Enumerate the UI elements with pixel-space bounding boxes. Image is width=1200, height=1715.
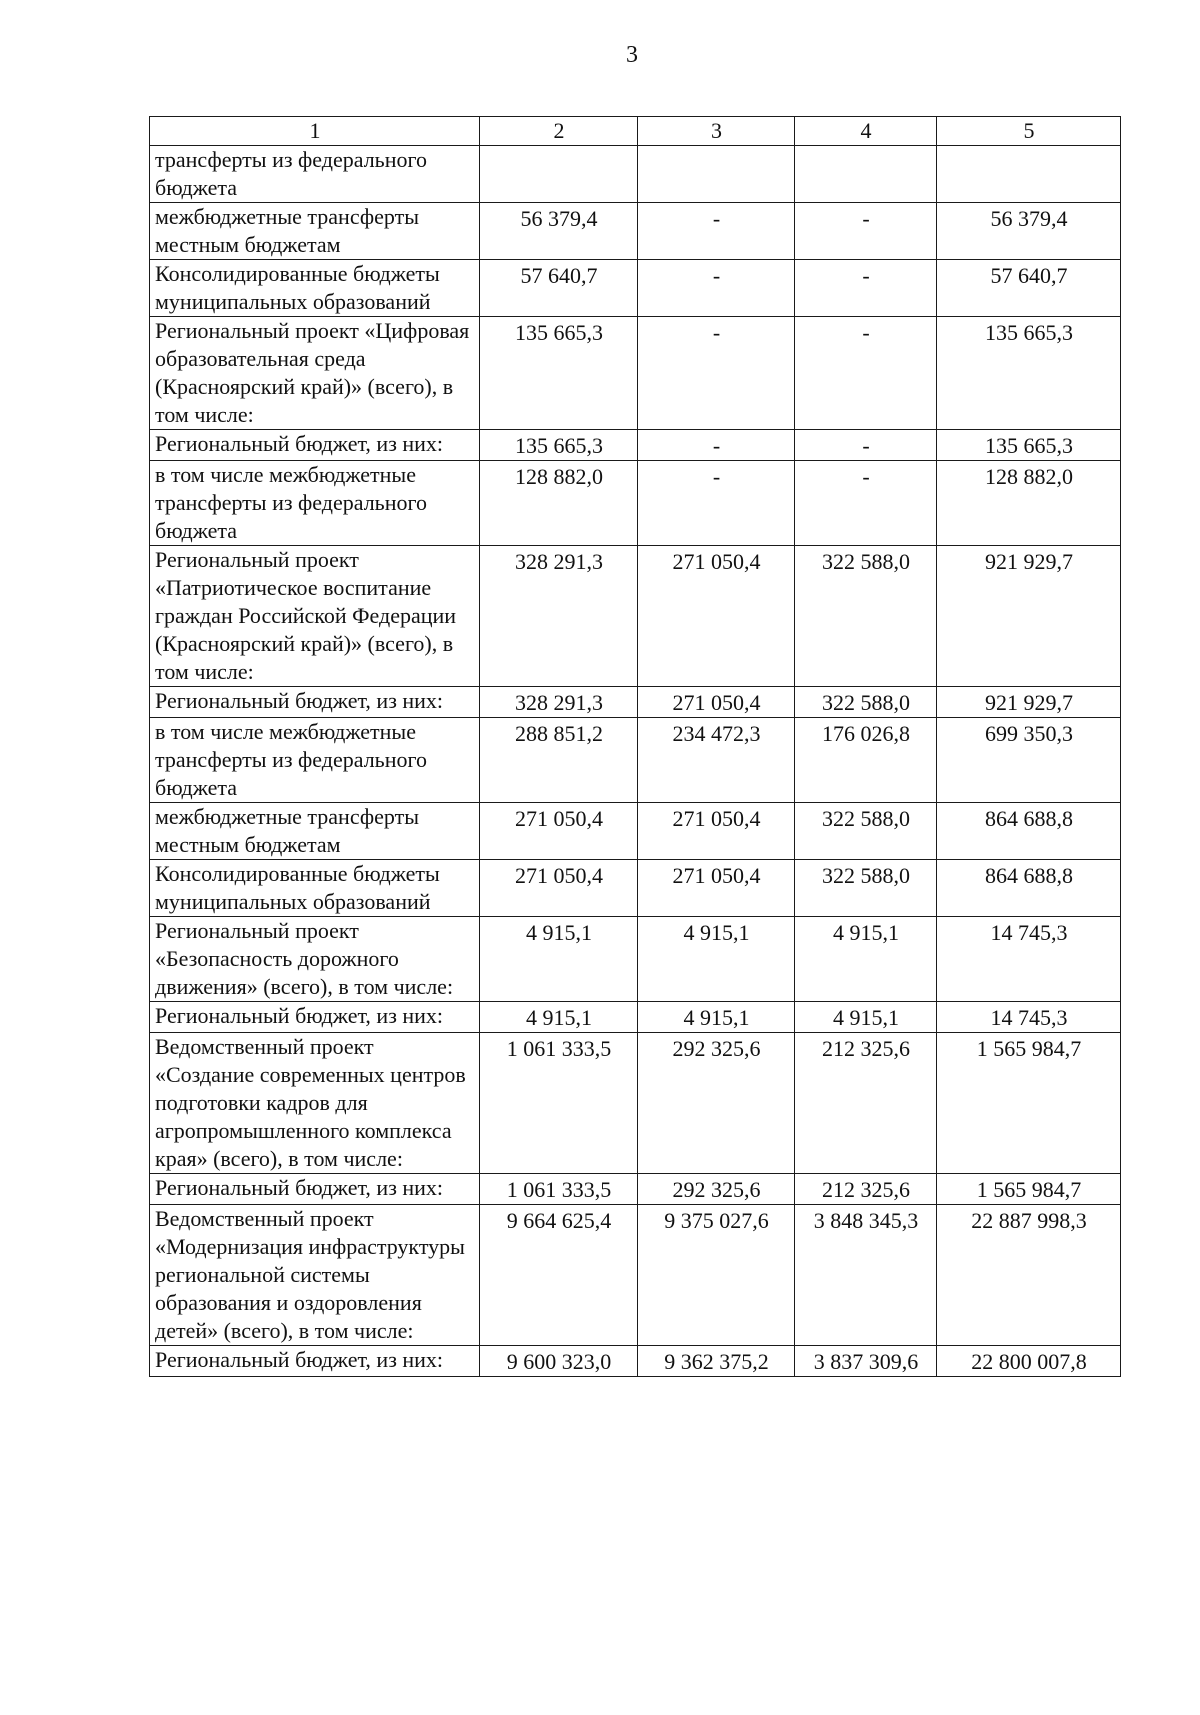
value-cell [480, 146, 638, 203]
table-row [150, 1033, 1121, 1174]
value-cell: 322 588,0 [795, 687, 937, 718]
value-cell: 135 665,3 [480, 430, 638, 461]
column-header: 5 [937, 117, 1121, 146]
value-cell: 921 929,7 [937, 546, 1121, 687]
value-cell: 14 745,3 [937, 917, 1121, 1002]
value-cell: - [638, 260, 795, 317]
value-cell: 4 915,1 [480, 917, 638, 1002]
value-cell: 22 887 998,3 [937, 1205, 1121, 1346]
row-label: Региональный бюджет, из них: [150, 430, 480, 461]
value-cell: 135 665,3 [937, 430, 1121, 461]
column-header: 4 [795, 117, 937, 146]
value-cell: 135 665,3 [480, 317, 638, 430]
value-cell: 271 050,4 [480, 860, 638, 917]
value-cell [937, 146, 1121, 203]
row-label: трансферты из федерального бюджета [150, 146, 480, 203]
value-cell: 271 050,4 [638, 687, 795, 718]
value-cell: 322 588,0 [795, 546, 937, 687]
value-cell: - [795, 260, 937, 317]
column-header: 1 [150, 117, 480, 146]
table-row [150, 461, 1121, 546]
value-cell: 4 915,1 [795, 917, 937, 1002]
value-cell: 328 291,3 [480, 687, 638, 718]
value-cell: 3 837 309,6 [795, 1346, 937, 1377]
value-cell: 135 665,3 [937, 317, 1121, 430]
row-label: в том числе межбюджетные трансферты из федерального бюджета [150, 718, 480, 803]
value-cell: 128 882,0 [937, 461, 1121, 546]
row-label: Региональный проект «Патриотическое воспитание граждан Российской Федерации (Красноярский край)» (всего), в том числе: [150, 546, 480, 687]
value-cell: 271 050,4 [638, 860, 795, 917]
value-cell: 864 688,8 [937, 803, 1121, 860]
row-label: Региональный проект «Цифровая образовательная среда (Красноярский край)» (всего), в том числе: [150, 317, 480, 430]
value-cell: 9 375 027,6 [638, 1205, 795, 1346]
value-cell: 864 688,8 [937, 860, 1121, 917]
table-row [150, 317, 1121, 430]
row-label: Ведомственный проект «Создание современных центров подготовки кадров для агропромышленного комплекса края» (всего), в том числе: [150, 1033, 480, 1174]
budget-table [149, 116, 1121, 1377]
table-header-row [150, 117, 1121, 146]
table-row [150, 917, 1121, 1002]
row-label: Консолидированные бюджеты муниципальных образований [150, 260, 480, 317]
value-cell: 1 565 984,7 [937, 1174, 1121, 1205]
value-cell [638, 146, 795, 203]
table-row [150, 260, 1121, 317]
table-body [150, 146, 1121, 1377]
row-label: Региональный бюджет, из них: [150, 1002, 480, 1033]
row-label: Ведомственный проект «Модернизация инфраструктуры региональной системы образования и оздоровления детей» (всего), в том числе: [150, 1205, 480, 1346]
table-row [150, 860, 1121, 917]
table-row [150, 546, 1121, 687]
row-label: межбюджетные трансферты местным бюджетам [150, 203, 480, 260]
value-cell: 921 929,7 [937, 687, 1121, 718]
table-row [150, 687, 1121, 718]
value-cell: 328 291,3 [480, 546, 638, 687]
value-cell: - [795, 317, 937, 430]
value-cell: 14 745,3 [937, 1002, 1121, 1033]
value-cell: 271 050,4 [638, 803, 795, 860]
value-cell: 4 915,1 [638, 917, 795, 1002]
value-cell: 699 350,3 [937, 718, 1121, 803]
table-row [150, 430, 1121, 461]
table-row [150, 718, 1121, 803]
value-cell: 9 362 375,2 [638, 1346, 795, 1377]
value-cell [795, 146, 937, 203]
value-cell: 57 640,7 [480, 260, 638, 317]
value-cell: 3 848 345,3 [795, 1205, 937, 1346]
value-cell: 322 588,0 [795, 860, 937, 917]
value-cell: - [795, 461, 937, 546]
row-label: Консолидированные бюджеты муниципальных образований [150, 860, 480, 917]
value-cell: 4 915,1 [480, 1002, 638, 1033]
value-cell: 9 600 323,0 [480, 1346, 638, 1377]
table-row [150, 203, 1121, 260]
value-cell: 56 379,4 [480, 203, 638, 260]
value-cell: - [638, 461, 795, 546]
row-label: Региональный проект «Безопасность дорожного движения» (всего), в том числе: [150, 917, 480, 1002]
column-header: 3 [638, 117, 795, 146]
column-header: 2 [480, 117, 638, 146]
row-label: в том числе межбюджетные трансферты из федерального бюджета [150, 461, 480, 546]
row-label: Региональный бюджет, из них: [150, 687, 480, 718]
value-cell: - [638, 430, 795, 461]
row-label: Региональный бюджет, из них: [150, 1174, 480, 1205]
value-cell: 288 851,2 [480, 718, 638, 803]
value-cell: 4 915,1 [638, 1002, 795, 1033]
table-row [150, 146, 1121, 203]
value-cell: - [795, 203, 937, 260]
table-row [150, 803, 1121, 860]
row-label: Региональный бюджет, из них: [150, 1346, 480, 1377]
table-row [150, 1174, 1121, 1205]
value-cell: 57 640,7 [937, 260, 1121, 317]
value-cell: 271 050,4 [480, 803, 638, 860]
value-cell: 1 061 333,5 [480, 1033, 638, 1174]
value-cell: 292 325,6 [638, 1174, 795, 1205]
value-cell: 234 472,3 [638, 718, 795, 803]
value-cell: 1 565 984,7 [937, 1033, 1121, 1174]
value-cell: - [638, 317, 795, 430]
value-cell: - [795, 430, 937, 461]
value-cell: 212 325,6 [795, 1174, 937, 1205]
value-cell: 9 664 625,4 [480, 1205, 638, 1346]
value-cell: 56 379,4 [937, 203, 1121, 260]
page-number: 3 [626, 42, 638, 68]
table-row [150, 1205, 1121, 1346]
row-label: межбюджетные трансферты местным бюджетам [150, 803, 480, 860]
value-cell: 322 588,0 [795, 803, 937, 860]
table-row [150, 1002, 1121, 1033]
value-cell: - [638, 203, 795, 260]
value-cell: 22 800 007,8 [937, 1346, 1121, 1377]
value-cell: 128 882,0 [480, 461, 638, 546]
value-cell: 292 325,6 [638, 1033, 795, 1174]
value-cell: 176 026,8 [795, 718, 937, 803]
value-cell: 212 325,6 [795, 1033, 937, 1174]
table-row [150, 1346, 1121, 1377]
value-cell: 271 050,4 [638, 546, 795, 687]
value-cell: 4 915,1 [795, 1002, 937, 1033]
value-cell: 1 061 333,5 [480, 1174, 638, 1205]
